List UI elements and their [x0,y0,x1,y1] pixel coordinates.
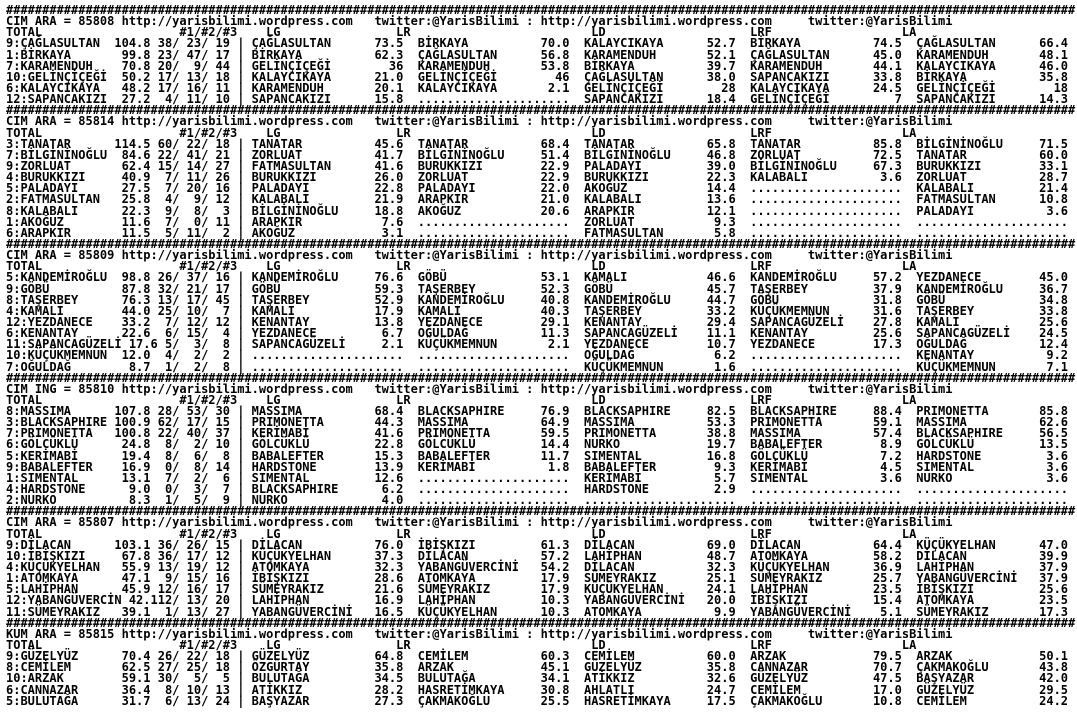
column-header-row: TOTAL #1/#2/#3 LG LR LD LRF LA [6,25,1076,40]
section-separator: #################################################################################################################################################### [6,370,1076,385]
data-row: 1:BİRKAYA 99.8 23/ 47/ 17 | BİRKAYA 62.3 ÇAĞLASULTAN 56.8 KARAMENDUH 52.1 ÇAĞLASULTAN 45.0 KARAMENDUH 48.1 [6,47,1076,62]
section-separator: #################################################################################################################################################### [6,3,1076,17]
data-row: 8:TAŞERBEY 76.3 13/ 17/ 45 | TAŞERBEY 52.9 KANDEMİROĞLU 40.8 KANDEMİROĞLU 44.7 GÖBÜ 31.8 GÖBÜ 34.8 [6,292,1076,307]
section-title: CIM ARA = 85814 http://yarisbilimi.wordpress.com twitter:@YarisBilimi : http://yarisbilimi.wordpress.com twitter:@YarisBilimi [6,114,953,129]
section-title: CIM ARA = 85807 http://yarisbilimi.wordpress.com twitter:@YarisBilimi : http://yarisbilimi.wordpress.com twitter:@YarisBilimi [6,515,953,530]
data-row: 9:GÜZELYÜZ 70.4 26/ 22/ 18 | GÜZELYÜZ 64.8 CEMİLEM 60.3 CEMİLEM 60.0 ARZAK 79.5 ARZAK 50.1 [6,649,1076,664]
column-header-row: TOTAL #1/#2/#3 LG LR LD LRF LA [6,259,1076,274]
data-row: 2:FATMASULTAN 25.8 4/ 9/ 12 | KALABALI 21.9 ARAPKIR 21.0 KALABALI 13.6 ..................... FATMASULTAN 10.8 [6,192,1076,207]
data-row: 6:ARAPKIR 11.5 5/ 11/ 2 | AKOĞUZ 3.1 ..................... FATMASULTAN 5.8 ..................... ..................... [6,225,1076,240]
data-row: 5:KERİMABİ 19.4 8/ 6/ 8 | BABALEFTER 15.3 BABALEFTER 11.7 SIMENTAL 16.8 GÖLCÜKLÜ 7.2 HARDSTONE 3.6 [6,448,1076,463]
section-separator: #################################################################################################################################################### [6,103,1076,118]
section-title: KUM ARA = 85815 http://yarisbilimi.wordpress.com twitter:@YarisBilimi : http://yarisbilimi.wordpress.com twitter:@YarisBilimi [6,626,953,641]
data-row: 6:KALAYCIKAYA 48.2 17/ 16/ 11 | KARAMENDUH 20.1 KALAYCIKAYA 2.1 GELİNÇİÇEĞİ 28 KALAYCIKAYA 24.5 GELİNÇİÇEĞİ 18 [6,80,1076,95]
data-row: 3:TANATAR 114.5 60/ 22/ 18 | TANATAR 45.6 TANATAR 68.4 TANATAR 65.8 TANATAR 85.8 BİLGİNİNOĞLU 71.5 [6,136,1076,151]
data-row: 4:KAMALI 44.0 25/ 10/ 7 | KAMALI 17.9 KAMALI 40.3 TAŞERBEY 33.2 KÜÇÜKMEMNUN 31.6 TAŞERBEY 33.8 [6,303,1076,318]
data-row: 10:ARZAK 59.1 30/ 5/ 5 | BULUTAĞA 34.5 BULUTAĞA 34.1 ATİKKIZ 32.6 GÜZELYÜZ 47.5 BAŞYAZAR 42.0 [6,671,1076,686]
column-header-row: TOTAL #1/#2/#3 LG LR LD LRF LA [6,392,1076,407]
data-row: 9:ÇAĞLASULTAN 104.8 38/ 23/ 19 | ÇAĞLASULTAN 73.5 BİRKAYA 70.0 KALAYCIKAYA 52.7 BİRKAYA 74.5 ÇAĞLASULTAN 66.4 [6,36,1076,51]
data-row: 4:BURUKKIZI 40.9 7/ 11/ 26 | BURUKKIZI 26.0 ZORLUAT 22.9 BURUKKIZI 22.3 KALABALI 3.6 ZORLUAT 28.7 [6,170,1076,185]
data-row: 1:SIMENTAL 13.1 7/ 2/ 6 | SIMENTAL 12.6 ..................... KERİMABİ 5.7 SIMENTAL 3.6 NURKO 3.6 [6,470,1076,485]
data-row: 5:KANDEMİROĞLU 98.8 26/ 37/ 16 | KANDEMİROĞLU 76.6 GÖBÜ 53.1 KAMALI 46.6 KANDEMİROĞLU 57.2 YEZDANECE 45.0 [6,270,1076,285]
data-row: 10:KÜÇÜKMEMNUN 12.0 4/ 2/ 2 | ..................... ..................... OĞULDAĞ 6.2 ..................... KENANTAY 9.2 [6,348,1076,363]
data-row: 4:HARDSTONE 9.0 0/ 3/ 7 | BLACKSAPHIRE 6.2 ..................... HARDSTONE 2.9 ..................... ..................... [6,482,1076,497]
data-row: 11:SÜMEYRAKIZ 39.1 1/ 13/ 27 | YABANGÜVERCİNİ 16.5 KÜÇÜKYELHAN 10.3 ATOMKAYA 9.9 YABANGÜVERCİNİ 5.1 SÜMEYRAKIZ 17.3 [6,604,1076,619]
data-row: 5:LAHİPHAN 45.9 12/ 16/ 17 | SÜMEYRAKIZ 21.6 SÜMEYRAKIZ 17.9 KÜÇÜKYELHAN 24.1 LAHİPHAN 23.5 İBİŞKIZI 25.6 [6,582,1076,597]
section-title: CIM ARA = 85809 http://yarisbilimi.wordpress.com twitter:@YarisBilimi : http://yarisbilimi.wordpress.com twitter:@YarisBilimi [6,248,953,263]
section-title: CIM ARA = 85808 http://yarisbilimi.wordpress.com twitter:@YarisBilimi : http://yarisbilimi.wordpress.com twitter:@YarisBilimi [6,14,953,29]
data-row: 7:OĞULDAĞ 8.7 1/ 2/ 8 | ..................... ..................... KÜÇÜKMEMNUN 1.6 ..................... KÜÇÜKMEMNUN 7.1 [6,359,1076,374]
data-row: 9:ZORLUAT 62.4 15/ 14/ 27 | FATMASULTAN 41.6 BURUKKIZI 22.9 PALADAYI 39.0 BİLGİNİNOĞLU 67.3 BURUKKIZI 33.1 [6,158,1076,173]
section-title: CIM ING = 85810 http://yarisbilimi.wordpress.com twitter:@YarisBilimi : http://yarisbilimi.wordpress.com twitter:@YarisBilimi [6,381,953,396]
data-row: 10:GELİNÇİÇEĞİ 50.2 17/ 13/ 18 | KALAYCIKAYA 21.0 GELİNÇİÇEĞİ 46 ÇAĞLASULTAN 38.0 SAPANCAKIZI 33.8 BİRKAYA 35.8 [6,69,1076,84]
data-row: 7:PRIMONETTA 100.8 22/ 40/ 37 | KERİMABİ 41.6 PRIMONETTA 59.5 PRIMONETTA 38.8 MASSIMA 57.4 BLACKSAPHIRE 56.5 [6,426,1076,441]
data-row: 12:YEZDANECE 33.2 7/ 12/ 12 | KENANTAY 13.8 YEZDANECE 29.1 KENANTAY 29.4 SAPANCAGÜZELİ 27.8 KAMALI 25.6 [6,314,1076,329]
data-row: 1:ATOMKAYA 47.1 9/ 15/ 16 | İBİŞKIZI 28.6 ATOMKAYA 17.9 SÜMEYRAKIZ 25.1 SÜMEYRAKIZ 25.7 YABANGÜVERCİNİ 37.9 [6,571,1076,586]
data-row: 12:YABANGÜVERCİN 42.112/ 13/ 20 | LAHİPHAN 16.9 LAHİPHAN 10.3 YABANGÜVERCİNİ 20.0 İBİŞKIZI 15.4 ATOMKAYA 23.5 [6,593,1076,608]
column-header-row: TOTAL #1/#2/#3 LG LR LD LRF LA [6,526,1076,541]
data-row: 8:KALABALI 22.3 9/ 8/ 3 | BİLGİNİNOĞLU 18.8 AKOĞUZ 20.6 ARAPKIR 12.1 ..................... PALADAYI 3.6 [6,203,1076,218]
data-row: 6:CANNAZAR 36.4 8/ 10/ 13 | ATİKKIZ 28.2 HASRETİMKAYA 30.8 AHLATLI 24.7 CEMİLEM 17.0 GÜZELYÜZ 29.5 [6,682,1076,697]
data-row: 7:BİLGİNİNOĞLU 84.6 22/ 41/ 21 | ZORLUAT 41.7 BİLGİNİNOĞLU 51.4 BİLGİNİNOĞLU 46.8 ZORLUAT 72.5 TANATAR 60.0 [6,147,1076,162]
data-row: 8:MASSIMA 107.8 28/ 53/ 30 | MASSIMA 68.4 BLACKSAPHIRE 76.9 BLACKSAPHIRE 82.5 BLACKSAPHIRE 88.4 PRIMONETTA 85.8 [6,404,1076,419]
data-row: 8:CEMİLEM 62.5 27/ 25/ 18 | ÖZGÜRTAY 35.8 ARZAK 45.1 GÜZELYÜZ 35.8 CANNAZAR 70.7 ÇAKMAKOĞLU 43.8 [6,660,1076,675]
data-row: 3:BLACKSAPHIRE 100.9 62/ 17/ 15 | PRIMONETTA 44.3 MASSIMA 64.9 MASSIMA 53.3 PRIMONETTA 59.1 MASSIMA 62.6 [6,415,1076,430]
data-row: 1:AKOĞUZ 11.6 7/ 0/ 11 | ARAPKIR 7.6 ..................... ZORLUAT 9.3 ..................... ..................... [6,214,1076,229]
column-header-row: TOTAL #1/#2/#3 LG LR LD LRF LA [6,125,1076,140]
data-row: 6:KENANTAY 22.6 6/ 15/ 4 | YEZDANECE 6.7 OĞULDAĞ 11.3 SAPANCAGÜZELİ 11.1 KENANTAY 25.6 SAPANCAGÜZELİ 24.5 [6,326,1076,341]
data-row: 7:KARAMENDUH 70.8 20/ 9/ 44 | GELİNÇİÇEĞİ 36 KARAMENDUH 53.8 BİRKAYA 39.7 KARAMENDUH 44.1 KALAYCIKAYA 46.0 [6,58,1076,73]
data-row: 4:KÜÇÜKYELHAN 55.9 13/ 19/ 12 | ATOMKAYA 32.3 YABANGÜVERCİNİ 54.2 DİLACAN 32.3 KÜÇÜKYELHAN 36.9 LAHİPHAN 37.9 [6,560,1076,575]
data-row: 9:BABALEFTER 16.9 0/ 8/ 14 | HARDSTONE 13.9 KERİMABİ 1.8 BABALEFTER 9.3 KERİMABİ 4.5 SIMENTAL 3.6 [6,459,1076,474]
data-row: 11:SAPANCAGÜZELİ 17.6 5/ 3/ 8 | SAPANCAGÜZELİ 2.1 KÜÇÜKMEMNUN 2.1 YEZDANECE 10.7 YEZDANECE 17.3 OĞULDAĞ 12.4 [6,337,1076,352]
data-row: 10:İBİŞKIZI 67.8 36/ 17/ 12 | KÜÇÜKYELHAN 37.3 DİLACAN 57.2 LAHİPHAN 48.7 ATOMKAYA 58.2 DİLACAN 39.9 [6,548,1076,563]
data-row: 12:SAPANCAKIZI 27.2 4/ 11/ 10 | SAPANCAKIZI 15.8 ..................... SAPANCAKIZI 18.4 GELİNÇİÇEĞİ 7 SAPANCAKIZI 14.3 [6,92,1076,107]
column-header-row: TOTAL #1/#2/#3 LG LR LD LRF LA [6,638,1076,653]
data-row: 9:GÖBÜ 87.8 32/ 21/ 17 | GÖBÜ 59.3 TAŞERBEY 52.3 GÖBÜ 45.7 TAŞERBEY 37.9 KANDEMİROĞLU 36.7 [6,281,1076,296]
data-row: 2:NURKO 8.3 1/ 5/ 9 | NURKO 4.0 ..................... ..................... ..................... ..................... [6,493,1076,508]
section-separator: #################################################################################################################################################### [6,236,1076,251]
section-separator: #################################################################################################################################################### [6,504,1076,519]
data-row: 9:DİLACAN 103.1 36/ 26/ 15 | DİLACAN 76.0 İBİŞKIZI 61.3 DİLACAN 69.0 DİLACAN 64.4 KÜÇÜKYELHAN 47.0 [6,537,1076,552]
section-separator: #################################################################################################################################################### [6,615,1076,630]
data-row: 5:BULUTAĞA 31.7 6/ 13/ 24 | BAŞYAZAR 27.3 ÇAKMAKOĞLU 25.5 HASRETİMKAYA 17.5 ÇAKMAKOĞLU 10.8 CEMİLEM 24.2 [6,693,1076,708]
data-row: 5:PALADAYI 27.5 7/ 20/ 16 | PALADAYI 22.8 PALADAYI 22.0 AKOĞUZ 14.4 ..................... KALABALI 21.4 [6,181,1076,196]
data-row: 6:GÖLCÜKLÜ 24.8 8/ 2/ 10 | GÖLCÜKLÜ 22.8 GÖLCÜKLÜ 14.4 NURKO 19.7 BABALEFTER 8.9 GÖLCÜKLÜ 13.5 [6,437,1076,452]
